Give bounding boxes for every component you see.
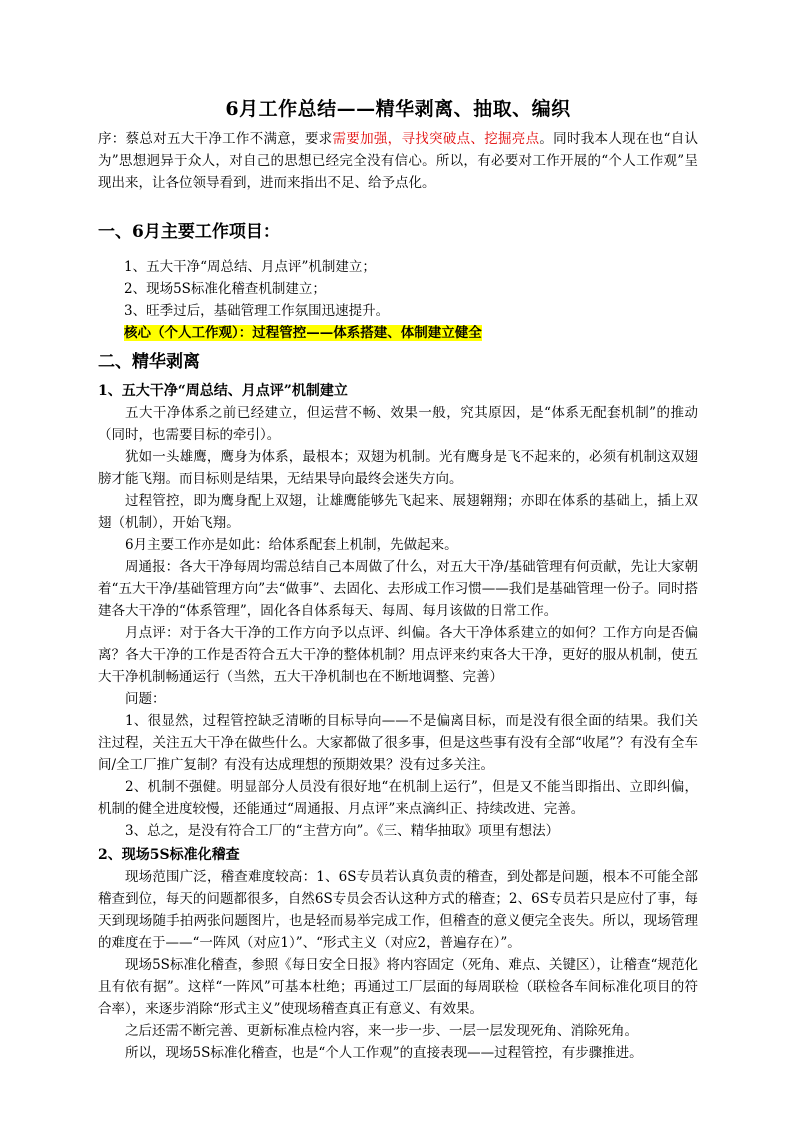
document-title: 6月工作总结——精华剥离、抽取、编织 — [225, 98, 571, 120]
sub2-paragraph: 之后还需不断完善、更新标准点检内容，来一步一步、一层一层发现死角、消除死角。 — [125, 1023, 638, 1039]
core-statement — [98, 322, 698, 344]
sub1-paragraph: 犹如一头雄鹰，鹰身为体系，最根本；双翅为机制。光有鹰身是飞不起来的，必须有机制这双翅膀才能飞翔。而目标则是结果，无结果导向最终会迷失方向。 — [98, 449, 698, 487]
sub1-paragraph: 6月主要工作亦是如此：给体系配套上机制，先做起来。 — [125, 537, 458, 553]
preface-text-2: 。同时我本人现在也“自认为”思想迥异于众人，对自己的思想已经完全没有信心。所以，有必要对工作开展的“个人工作观”呈现出来，让各位领导看到，进而来指出不足、给予点化。 — [98, 131, 699, 191]
sub1-paragraph: 过程管控，即为鹰身配上双翅，让雄鹰能够先飞起来、展翅翱翔；亦即在体系的基础上，插上双翅（机制），开始飞翔。 — [98, 493, 698, 531]
sub1-paragraph: 五大干净体系之前已经建立，但运营不畅、效果一般，究其原因，是“体系无配套机制”的推动（同时，也需要目标的牵引）。 — [98, 405, 698, 443]
section-1-heading: 一、6月主要工作项目： — [98, 222, 280, 242]
sub1-paragraph: 2、机制不强健。明显部分人员没有很好地“在机制上运行”，但是又不能当即指出、立即纠偏，机制的健全进度较慢，还能通过“周通报、月点评”来点滴纠正、持续改进、完善。 — [98, 779, 698, 817]
sub1-paragraph: 周通报：各大干净每周均需总结自己本周做了什么，对五大干净/基础管理有何贡献，先让大家朝着“五大干净/基础管理方向”去“做事”、去固化、去形成工作习惯——我们是基础管理一份子。同时搭建各大干净的“体系管理”，固化各自体系每天、每周、每月该做的日常工作。 — [98, 559, 698, 619]
sub2-paragraph: 所以，现场5S标准化稽查，也是“个人工作观”的直接表现——过程管控，有步骤推进。 — [125, 1045, 643, 1061]
preface-paragraph — [98, 128, 698, 194]
preface-red-text: 需要加强，寻找突破点、挖掘亮点 — [332, 131, 540, 147]
document-page — [98, 92, 698, 1064]
subsection-1-heading: 1、五大干净“周总结、月点评”机制建立 — [98, 383, 348, 399]
work-item-1: 1、五大干净“周总结、月点评”机制建立； — [124, 259, 376, 275]
sub1-paragraph: 3、总之，是没有符合工厂的“主营方向”。《三、精华抽取》项里有想法） — [125, 823, 560, 839]
work-item-3: 3、旺季过后，基础管理工作氛围迅速提升。 — [124, 303, 390, 319]
sub2-paragraph: 现场范围广泛，稽查难度较高：1、6S专员若认真负责的稽查，到处都是问题，根本不可能全部稽查到位，每天的问题都很多，自然6S专员会否认这种方式的稽查；2、6S专员若只是应付了事，每天到现场随手拍两张问题图片，也是轻而易举完成工作，但稽查的意义便完全丧失。所以，现场管理的难度在于——“一阵风（对应1）”、“形式主义（对应2，普遍存在）”。 — [98, 869, 698, 951]
sub1-paragraph: 月点评：对于各大干净的工作方向予以点评、纠偏。各大干净体系建立的如何？工作方向是否偏离？各大干净的工作是否符合五大干净的整体机制？用点评来约束各大干净，更好的服从机制，使五大干净机制畅通运行（当然，五大干净机制也在不断地调整、完善） — [98, 625, 698, 685]
sub1-paragraph: 1、很显然，过程管控缺乏清晰的目标导向——不是偏离目标，而是没有很全面的结果。我们关注过程，关注五大干净在做些什么。大家都做了很多事，但是这些事有没有全部“收尾”？有没有全车间/全工厂推广复制？有没有达成理想的预期效果？没有过多关注。 — [98, 713, 698, 773]
work-item-2: 2、现场5S标准化稽查机制建立； — [124, 281, 326, 297]
sub2-paragraph: 现场5S标准化稽查，参照《每日安全日报》将内容固定（死角、难点、关键区），让稽查“规范化且有依有据”。这样“一阵风”可基本杜绝；再通过工厂层面的每周联检（联检各车间标准化项目的符合率），来逐步消除“形式主义”使现场稽查真正有意义、有效果。 — [98, 957, 698, 1017]
sub1-paragraph: 问题： — [125, 691, 166, 707]
section-2-heading: 二、精华剥离 — [98, 352, 200, 372]
preface-text-1: 序：蔡总对五大干净工作不满意，要求 — [98, 131, 333, 147]
core-highlight: 核心（个人工作观）：过程管控——体系搭建、体制建立健全 — [124, 325, 482, 341]
subsection-2-heading: 2、现场5S标准化稽查 — [98, 847, 240, 863]
